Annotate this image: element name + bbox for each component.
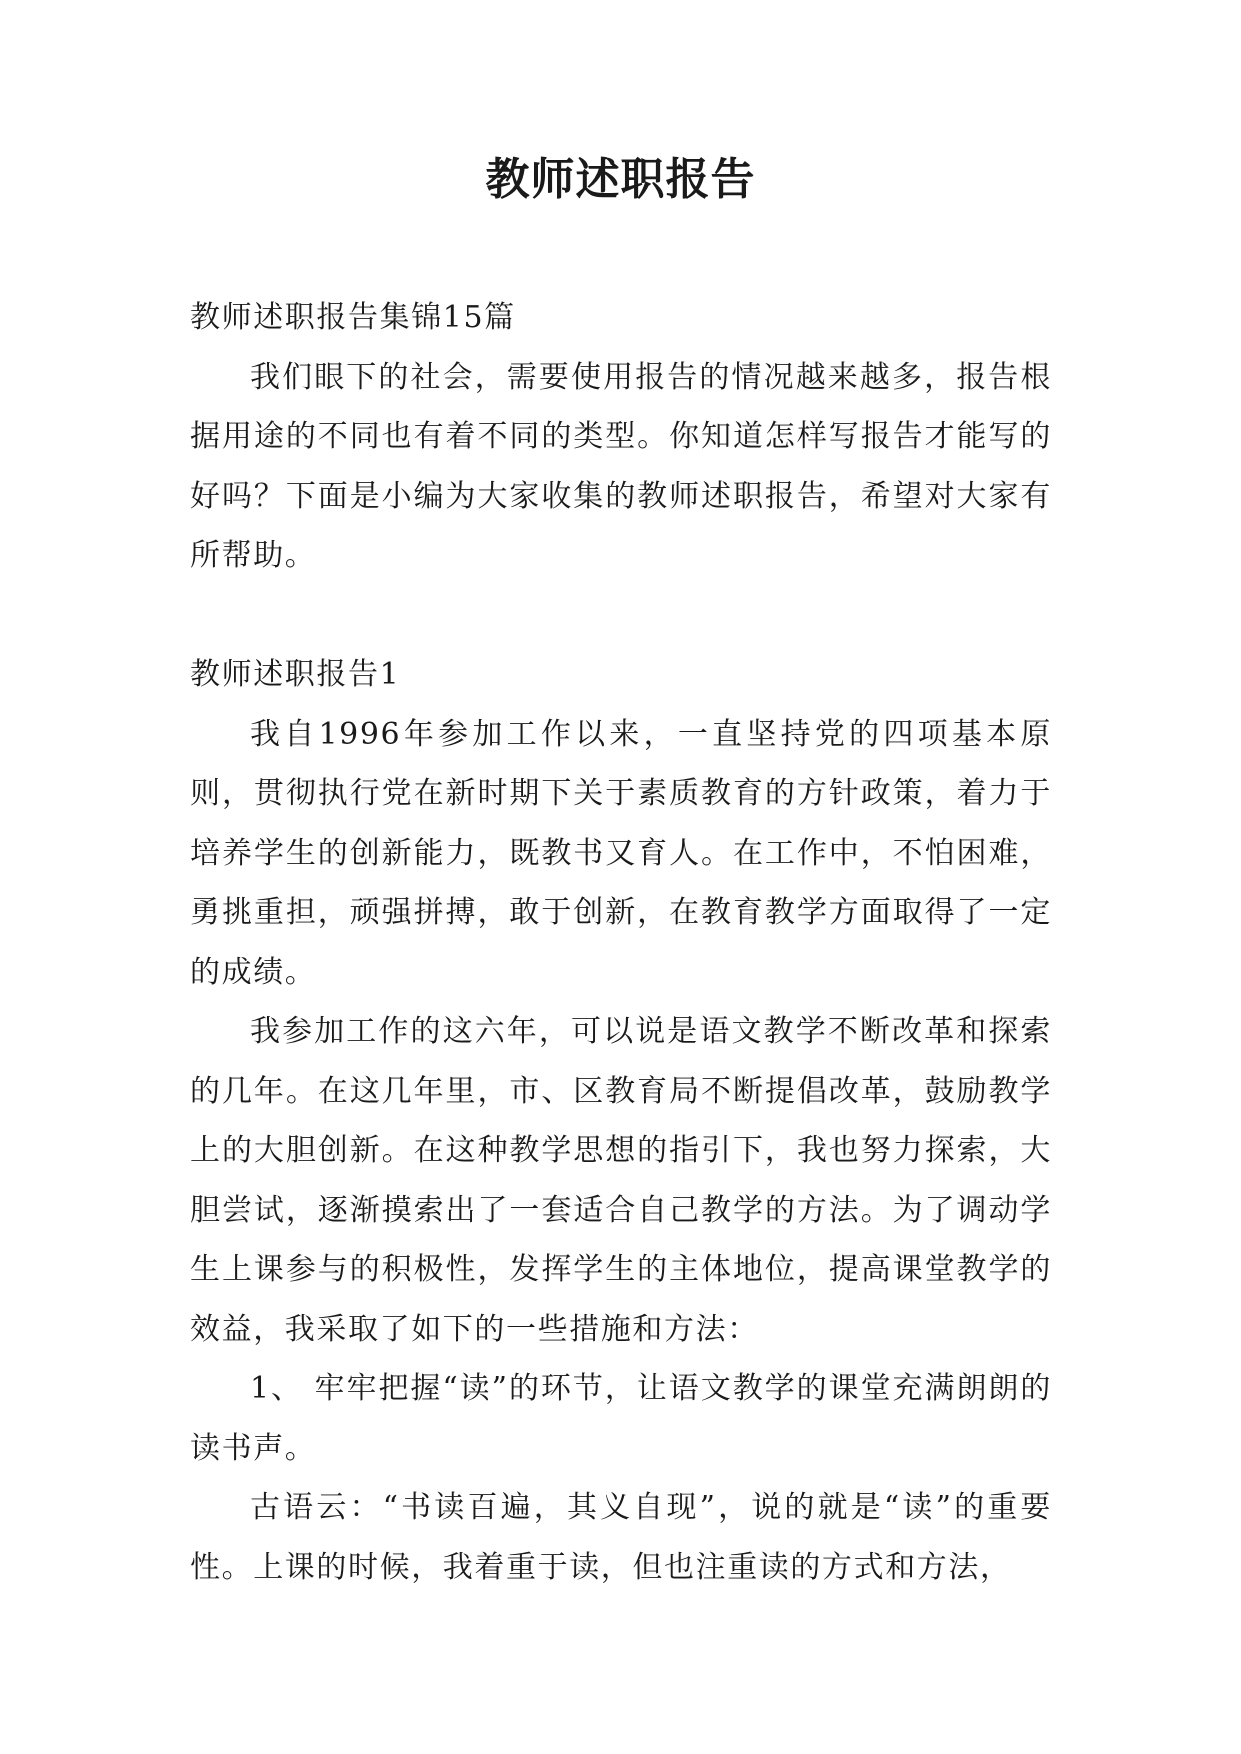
body-paragraph: 古语云：“书读百遍，其义自现”，说的就是“读”的重要性。上课的时候，我着重于读，但也注重读的方式和方法， <box>190 1490 1052 1585</box>
section-spacer <box>190 586 1052 646</box>
document-body <box>190 288 1052 1597</box>
document-subtitle: 教师述职报告集锦15篇 <box>190 300 516 335</box>
numbered-item: 1、 牢牢把握“读”的环节，让语文教学的课堂充满朗朗的读书声。 <box>190 1371 1052 1466</box>
body-paragraph: 我自1996年参加工作以来，一直坚持党的四项基本原则，贯彻执行党在新时期下关于素质教育的方针政策，着力于培养学生的创新能力，既教书又育人。在工作中，不怕困难，勇挑重担，顽强拼搏，敢于创新，在教育教学方面取得了一定的成绩。 <box>190 716 1052 990</box>
body-paragraph: 我参加工作的这六年，可以说是语文教学不断改革和探索的几年。在这几年里，市、区教育局不断提倡改革，鼓励教学上的大胆创新。在这种教学思想的指引下，我也努力探索，大胆尝试，逐渐摸索出了一套适合自己教学的方法。为了调动学生上课参与的积极性，发挥学生的主体地位，提高课堂教学的效益，我采取了如下的一些措施和方法： <box>190 1014 1052 1347</box>
document-title: 教师述职报告 <box>485 154 756 205</box>
section-heading: 教师述职报告1 <box>190 657 401 692</box>
intro-paragraph: 我们眼下的社会，需要使用报告的情况越来越多，报告根据用途的不同也有着不同的类型。你知道怎样写报告才能写的好吗？下面是小编为大家收集的教师述职报告，希望对大家有所帮助。 <box>190 359 1052 573</box>
